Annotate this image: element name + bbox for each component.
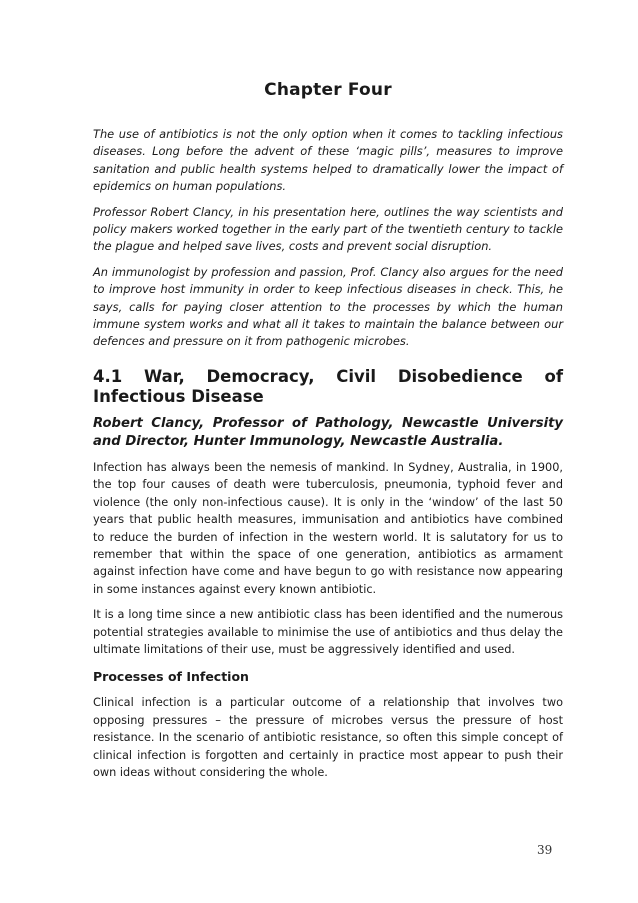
intro-paragraph: The use of antibiotics is not the only option when it comes to tackling infectious diseases. Long before the advent of these ‘magic pills’, measures to improve sanitation and public health systems helped to dramatically lower the impact of epidemics on human populations.: [93, 127, 563, 194]
body-paragraph: It is a long time since a new antibiotic class has been identified and the numerous potential strategies available to minimise the use of antibiotics and thus delay the ultimate limitations of their use, must be aggressively identified and used.: [93, 608, 563, 656]
page-number: 39: [537, 843, 553, 857]
chapter-introduction: [93, 126, 563, 351]
author-byline: Robert Clancy, Professor of Pathology, Newcastle University and Director, Hunter Immunology, Newcastle Australia.: [93, 415, 563, 449]
section-body: [93, 459, 563, 658]
section-heading: 4.1 War, Democracy, Civil Disobedience of Infectious Disease: [93, 366, 563, 406]
intro-paragraph: An immunologist by profession and passion, Prof. Clancy also argues for the need to improve host immunity in order to keep infectious diseases in check. This, he says, calls for paying closer attention to the processes by which the human immune system works and what all it takes to maintain the balance between our defences and pressure on it from pathogenic microbes.: [93, 264, 563, 349]
chapter-title: Chapter Four: [264, 80, 392, 100]
sub-heading: Processes of Infection: [93, 669, 249, 685]
subsection-body: [93, 694, 563, 781]
body-paragraph: Clinical infection is a particular outcome of a relationship that involves two opposing pressures – the pressure of microbes versus the pressure of host resistance. In the scenario of antibiotic resistance, so often this simple concept of clinical infection is forgotten and certainly in practice most appear to push their own ideas without considering the whole.: [93, 696, 563, 779]
document-page: [93, 80, 563, 789]
body-paragraph: Infection has always been the nemesis of mankind. In Sydney, Australia, in 1900, the top four causes of death were tuberculosis, pneumonia, typhoid fever and violence (the only non-infectious cause). It is only in the ‘window’ of the last 50 years that public health measures, immunisation and antibiotics have combined to reduce the burden of infection in the western world. It is salutatory for us to remember that within the space of one generation, antibiotics as armament against infection have come and have begun to go with resistance now appearing in some instances against every known antibiotic.: [93, 460, 563, 596]
intro-paragraph: Professor Robert Clancy, in his presentation here, outlines the way scientists and policy makers worked together in the early part of the twentieth century to tackle the plague and helped save lives, costs and prevent social disruption.: [93, 204, 563, 254]
